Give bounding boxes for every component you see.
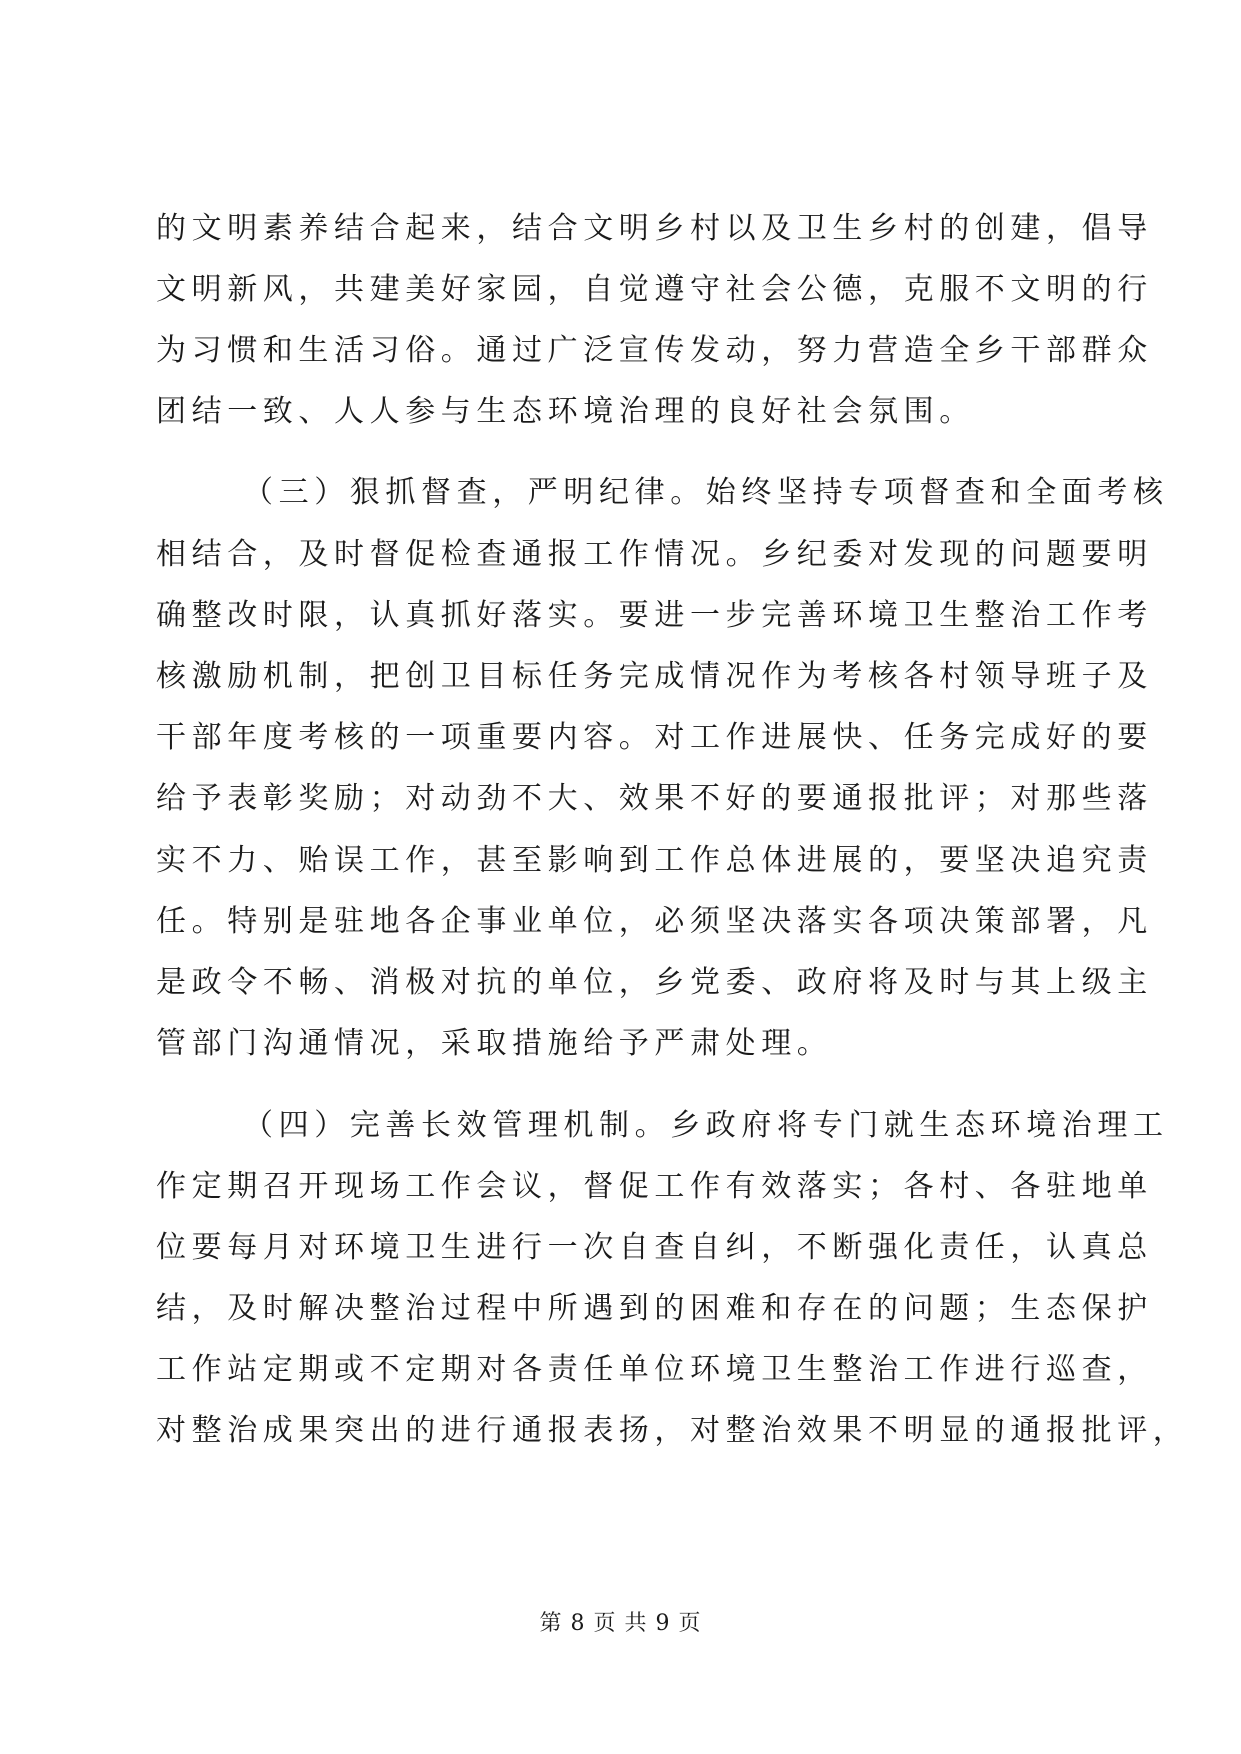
body-line: 任。特别是驻地各企事业单位，必须坚决落实各项决策部署，凡 (156, 904, 1153, 939)
body-line: 相结合，及时督促检查通报工作情况。乡纪委对发现的问题要明 (156, 537, 1153, 572)
body-line: 给予表彰奖励；对动劲不大、效果不好的要通报批评；对那些落 (156, 781, 1153, 816)
paragraph-heading-line: （三）狠抓督查，严明纪律。始终坚持专项督查和全面考核 (243, 475, 1169, 510)
body-line: 文明新风，共建美好家园，自觉遵守社会公德，克服不文明的行 (156, 272, 1153, 307)
body-line: 作定期召开现场工作会议，督促工作有效落实；各村、各驻地单 (156, 1169, 1153, 1204)
body-line: 结，及时解决整治过程中所遇到的困难和存在的问题；生态保护 (156, 1291, 1153, 1326)
body-line: 核激励机制，把创卫目标任务完成情况作为考核各村领导班子及 (156, 659, 1153, 694)
body-line: 确整改时限，认真抓好落实。要进一步完善环境卫生整治工作考 (156, 598, 1153, 633)
body-line: 实不力、贻误工作，甚至影响到工作总体进展的，要坚决追究责 (156, 843, 1153, 878)
body-line: 管部门沟通情况，采取措施给予严肃处理。 (156, 1026, 833, 1061)
page-number-footer: 第 8 页 共 9 页 (539, 1611, 702, 1636)
paragraph-heading-line: （四）完善长效管理机制。乡政府将专门就生态环境治理工 (243, 1108, 1169, 1143)
body-line: 是政令不畅、消极对抗的单位，乡党委、政府将及时与其上级主 (156, 965, 1153, 1000)
body-line: 对整治成果突出的进行通报表扬，对整治效果不明显的通报批评， (156, 1413, 1189, 1448)
body-line: 位要每月对环境卫生进行一次自查自纠，不断强化责任，认真总 (156, 1230, 1153, 1265)
body-line: 的文明素养结合起来，结合文明乡村以及卫生乡村的创建，倡导 (156, 211, 1153, 246)
body-line: 团结一致、人人参与生态环境治理的良好社会氛围。 (156, 394, 975, 429)
body-line: 工作站定期或不定期对各责任单位环境卫生整治工作进行巡查， (156, 1352, 1153, 1387)
body-line: 干部年度考核的一项重要内容。对工作进展快、任务完成好的要 (156, 720, 1153, 755)
body-line: 为习惯和生活习俗。通过广泛宣传发动，努力营造全乡干部群众 (156, 333, 1153, 368)
